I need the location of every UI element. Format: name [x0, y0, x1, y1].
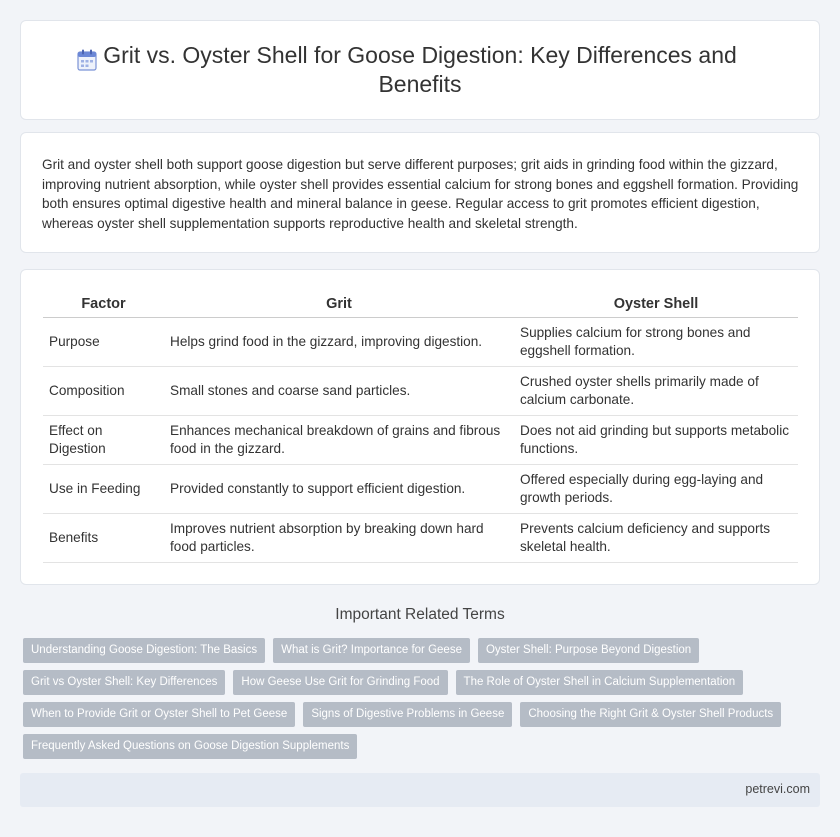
related-terms-list [23, 638, 823, 766]
footer [20, 773, 820, 807]
table-row [43, 367, 798, 416]
related-term-tag[interactable]: Grit vs Oyster Shell: Key Differences [23, 670, 225, 695]
table-cell-factor: Effect on Digestion [43, 416, 164, 465]
table-cell-oyster-shell: Crushed oyster shells primarily made of calcium carbonate. [514, 367, 798, 416]
table-cell-grit: Enhances mechanical breakdown of grains and fibrous food in the gizzard. [164, 416, 514, 465]
tag-row [23, 638, 823, 670]
table-cell-oyster-shell: Offered especially during egg-laying and growth periods. [514, 465, 798, 514]
table-row [43, 514, 798, 563]
table-row [43, 318, 798, 367]
related-terms-heading: Important Related Terms [335, 606, 505, 623]
related-term-tag[interactable]: How Geese Use Grit for Grinding Food [233, 670, 447, 695]
table-header-row [43, 296, 798, 318]
table-cell-grit: Provided constantly to support efficient digestion. [164, 465, 514, 514]
table-header-factor: Factor [43, 296, 164, 318]
tag-row [23, 734, 823, 766]
tag-row [23, 670, 823, 702]
table-cell-grit: Improves nutrient absorption by breaking down hard food particles. [164, 514, 514, 563]
table-cell-oyster-shell: Prevents calcium deficiency and supports skeletal health. [514, 514, 798, 563]
related-term-tag[interactable]: Signs of Digestive Problems in Geese [303, 702, 512, 727]
table-cell-grit: Helps grind food in the gizzard, improving digestion. [164, 318, 514, 367]
site-name[interactable]: petrevi.com [745, 782, 810, 796]
related-term-tag[interactable]: Understanding Goose Digestion: The Basics [23, 638, 265, 663]
page-title: Grit vs. Oyster Shell for Goose Digestion: Key Differences and Benefits [103, 42, 737, 97]
table-cell-factor: Purpose [43, 318, 164, 367]
related-term-tag[interactable]: When to Provide Grit or Oyster Shell to Pet Geese [23, 702, 295, 727]
related-term-tag[interactable]: Choosing the Right Grit & Oyster Shell Products [520, 702, 781, 727]
table-header-grit: Grit [164, 296, 514, 318]
title-card [20, 20, 820, 120]
table-cell-factor: Use in Feeding [43, 465, 164, 514]
table-cell-oyster-shell: Does not aid grinding but supports metabolic functions. [514, 416, 798, 465]
table-cell-factor: Composition [43, 367, 164, 416]
related-term-tag[interactable]: The Role of Oyster Shell in Calcium Supplementation [456, 670, 744, 695]
intro-card [20, 132, 820, 253]
table-header-oyster-shell: Oyster Shell [514, 296, 798, 318]
intro-paragraph: Grit and oyster shell both support goose digestion but serve different purposes; grit aids in grinding food within the gizzard, improving nutrient absorption, while oyster shell provides essential calcium for strong bones and eggshell formation. Providing both ensures optimal digestive health and mineral balance in geese. Regular access to grit promotes efficient digestion, whereas oyster shell supplementation supports reproductive health and skeletal strength. [42, 157, 799, 231]
comparison-table [43, 296, 798, 563]
table-row [43, 416, 798, 465]
table-cell-factor: Benefits [43, 514, 164, 563]
tag-row [23, 702, 823, 734]
related-term-tag[interactable]: What is Grit? Importance for Geese [273, 638, 470, 663]
table-cell-oyster-shell: Supplies calcium for strong bones and eggshell formation. [514, 318, 798, 367]
related-term-tag[interactable]: Frequently Asked Questions on Goose Digestion Supplements [23, 734, 357, 759]
comparison-table-card [20, 269, 820, 585]
table-cell-grit: Small stones and coarse sand particles. [164, 367, 514, 416]
table-row [43, 465, 798, 514]
related-term-tag[interactable]: Oyster Shell: Purpose Beyond Digestion [478, 638, 699, 663]
